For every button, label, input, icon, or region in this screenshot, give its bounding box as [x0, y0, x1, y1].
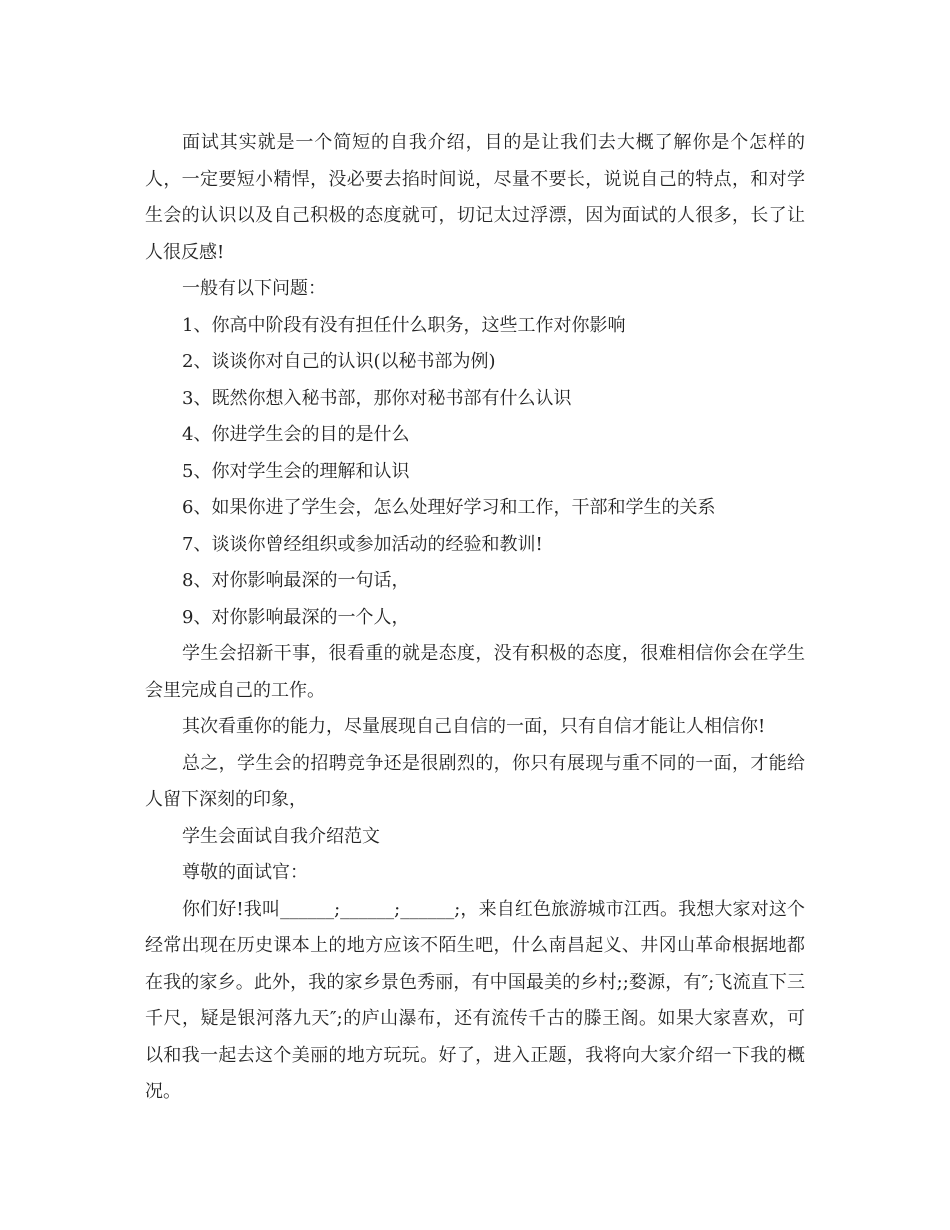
list-item-question-3: 3、既然你想入秘书部，那你对秘书部有什么认识: [182, 387, 572, 409]
paragraph-ability: 其次看重你的能力，尽量展现自己自信的一面，只有自信才能让人相信你!: [182, 716, 766, 737]
list-item-question-8: 8、对你影响最深的一句话，: [182, 570, 410, 591]
list-item-question-9: 9、对你影响最深的一个人，: [182, 606, 410, 628]
paragraph-self-intro: 你们好!我叫______;______;______;，来自红色旅游城市江西。我想大家对这个经常出现在历史课本上的地方应该不陌生吧，什么南昌起义、井冈山革命根据地都在我的家乡。此外，我的家乡景色秀丽，有中国最美的乡村;;婺源，有″;飞流直下三千尺，疑是银河落九天″;的庐山瀑布，还有流传千古的滕王阁。如果大家喜欢，可以和我一起去这个美丽的地方玩玩。好了，进入正题，我将向大家介绍一下我的概况。: [145, 898, 805, 1102]
paragraph-salutation: 尊敬的面试官：: [182, 862, 308, 883]
list-item-question-5: 5、你对学生会的理解和认识: [182, 460, 410, 482]
paragraph-questions-heading: 一般有以下问题：: [182, 278, 326, 299]
document-body: [145, 125, 805, 1111]
list-item-question-2: 2、谈谈你对自己的认识(以秘书部为例): [182, 351, 496, 372]
paragraph-conclusion: 总之，学生会的招聘竞争还是很剧烈的，你只有展现与重不同的一面，才能给人留下深刻的印象，: [145, 752, 805, 810]
paragraph-intro: 面试其实就是一个简短的自我介绍，目的是让我们去大概了解你是个怎样的人，一定要短小精悍，没必要去掐时间说，尽量不要长，说说自己的特点，和对学生会的认识以及自己积极的态度就可，切记太过浮漂，因为面试的人很多，长了让人很反感!: [145, 132, 805, 263]
list-item-question-4: 4、你进学生会的目的是什么: [182, 424, 410, 445]
paragraph-attitude: 学生会招新干事，很看重的就是态度，没有积极的态度，很难相信你会在学生会里完成自己的工作。: [145, 643, 805, 701]
list-item-question-6: 6、如果你进了学生会，怎么处理好学习和工作，干部和学生的关系: [182, 497, 716, 518]
list-item-question-7: 7、谈谈你曾经组织或参加活动的经验和教训!: [182, 533, 543, 555]
list-item-question-1: 1、你高中阶段有没有担任什么职务，这些工作对你影响: [182, 314, 626, 336]
section-title-sample: 学生会面试自我介绍范文: [182, 825, 380, 847]
